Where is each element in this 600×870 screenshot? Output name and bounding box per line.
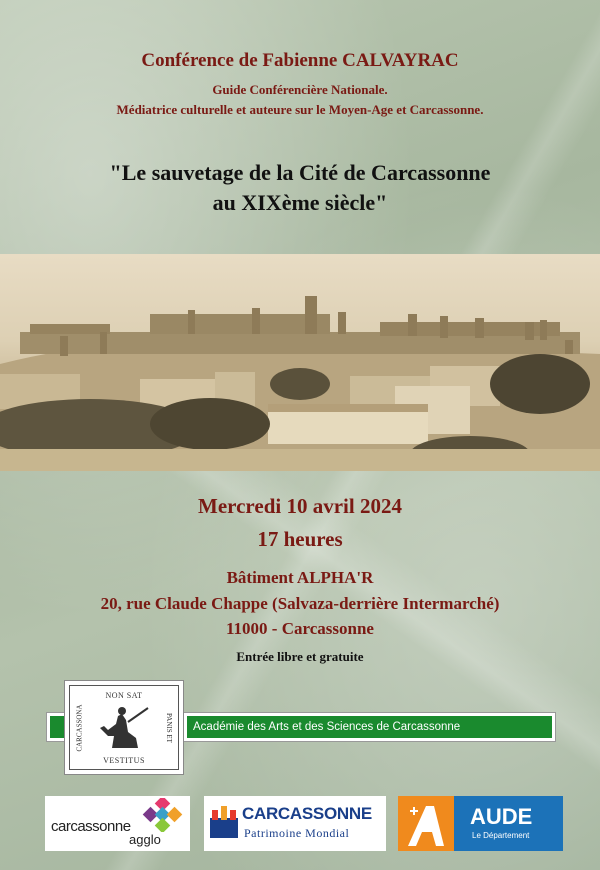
carcassonne-patrimoine-logo — [204, 796, 386, 851]
entry-info: Entrée libre et gratuite — [236, 649, 364, 664]
seal-border — [69, 685, 179, 770]
cite-name: CARCASSONNE — [242, 804, 372, 823]
carcassonne-agglo-logo — [45, 796, 190, 851]
conference-title: Conférence de Fabienne CALVAYRAC — [141, 50, 459, 71]
aude-name: AUDE — [470, 804, 533, 829]
city-skyline-illustration — [0, 254, 600, 471]
aude-a-icon — [404, 802, 450, 848]
aude-orange-block — [398, 796, 454, 851]
seal-motto-bottom: VESTITUS — [103, 756, 145, 765]
venue-address: 20, rue Claude Chappe (Salvaza-derrière Intermarché) — [100, 594, 500, 613]
lecture-title-line2: au XIXème siècle" — [212, 190, 388, 215]
cite-subtitle: Patrimoine Mondial — [244, 826, 350, 840]
event-time: 17 heures — [257, 527, 343, 551]
agglo-suffix: agglo — [129, 832, 161, 847]
agglo-name: carcassonne — [51, 818, 131, 835]
seal-motto-right: PANIS ET — [165, 713, 174, 743]
event-date: Mercredi 10 avril 2024 — [198, 494, 402, 518]
venue-city: 11000 - Carcassonne — [226, 619, 374, 638]
historic-photo-carcassonne — [0, 254, 600, 471]
seated-figure-icon — [98, 702, 152, 752]
aude-subtitle: Le Département — [472, 831, 530, 840]
castle-icon — [208, 806, 240, 840]
speaker-description: Médiatrice culturelle et auteure sur le Moyen-Age et Carcassonne. — [116, 102, 484, 117]
academy-seal-logo — [64, 680, 184, 775]
seal-motto-top: NON SAT — [105, 691, 143, 700]
lecture-title-line1: "Le sauvetage de la Cité de Carcassonne — [109, 160, 491, 185]
venue-name: Bâtiment ALPHA'R — [226, 568, 374, 587]
speaker-role: Guide Conférencière Nationale. — [212, 82, 388, 97]
academy-accent-bar — [50, 716, 64, 738]
diamond-cluster-icon — [141, 798, 185, 832]
academy-name: Académie des Arts et des Sciences de Carcassonne — [187, 716, 552, 738]
seal-motto-left: CARCASSONA — [75, 704, 84, 752]
aude-departement-logo — [398, 796, 563, 851]
